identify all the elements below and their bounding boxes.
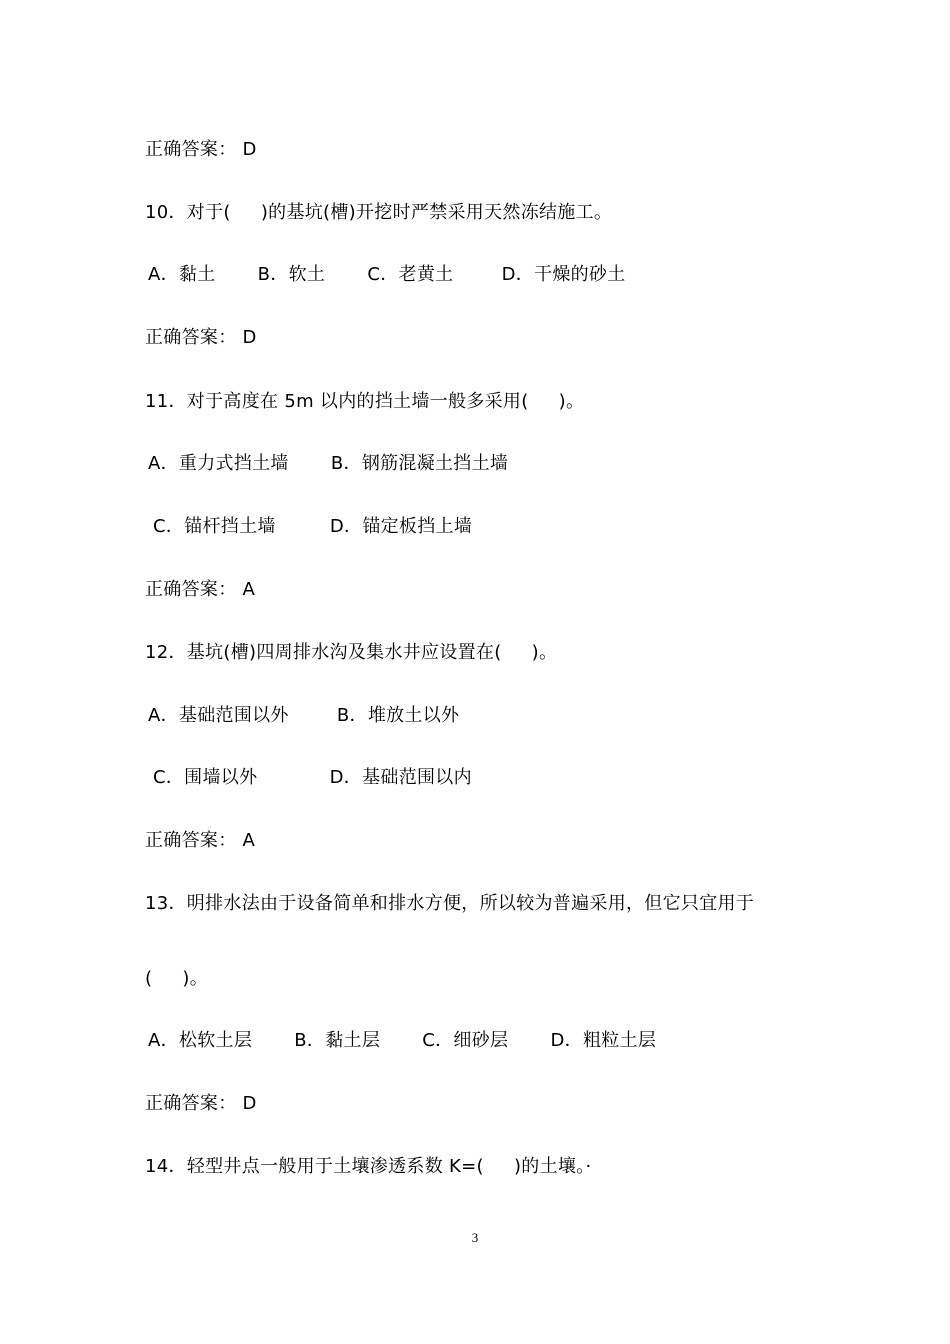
question-13-continued: ( )。: [145, 968, 209, 989]
answer-line-q9: 正确答案： D: [145, 139, 257, 160]
question-14: 14．轻型井点一般用于土壤渗透系数 K=( )的土壤。·: [145, 1156, 592, 1177]
answer-line-q12: 正确答案： A: [145, 830, 256, 851]
options-q13: A．松软土层 B．黏土层 C．细砂层 D．粗粒土层: [148, 1030, 657, 1051]
options-q12-cd: C．围墙以外 D．基础范围以内: [153, 767, 472, 788]
options-q10: A．黏土 B．软土 C．老黄土 D．干燥的砂土: [148, 264, 626, 285]
question-10: 10．对于( )的基坑(槽)开挖时严禁采用天然冻结施工。: [145, 202, 613, 223]
options-q11-ab: A．重力式挡土墙 B．钢筋混凝土挡土墙: [148, 453, 509, 474]
answer-line-q10: 正确答案： D: [145, 327, 257, 348]
question-13: 13．明排水法由于设备简单和排水方便，所以较为普遍采用，但它只宜用于: [145, 893, 755, 914]
page-number: 3: [471, 1230, 479, 1245]
options-q12-ab: A．基础范围以外 B．堆放土以外: [148, 705, 460, 726]
question-11: 11．对于高度在 5m 以内的挡土墙一般多采用( )。: [145, 391, 585, 412]
question-12: 12．基坑(槽)四周排水沟及集水井应设置在( )。: [145, 642, 558, 663]
answer-line-q13: 正确答案： D: [145, 1093, 257, 1114]
answer-line-q11: 正确答案： A: [145, 579, 256, 600]
options-q11-cd: C．锚杆挡土墙 D．锚定板挡上墙: [153, 516, 473, 537]
